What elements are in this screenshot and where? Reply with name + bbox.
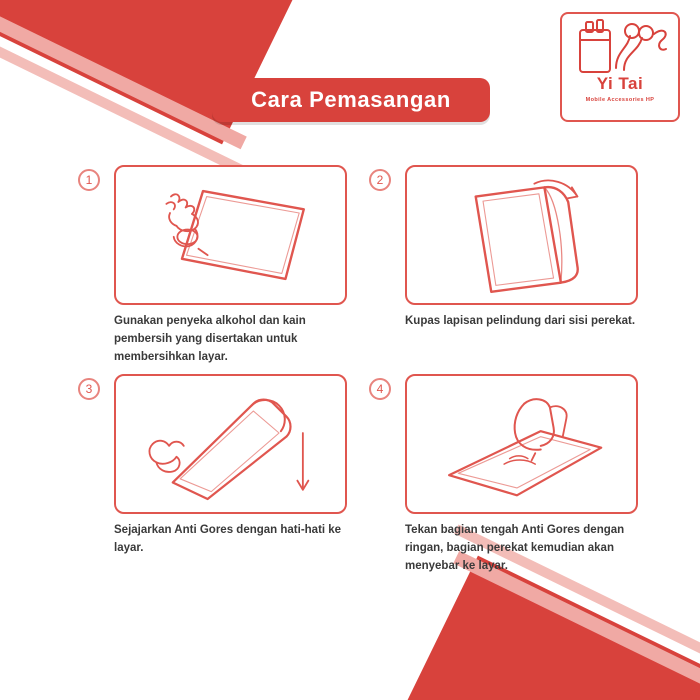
step-2-caption: Kupas lapisan pelindung dari sisi perekat. — [405, 315, 636, 327]
step-4-illustration-frame — [405, 374, 638, 514]
page-title: Cara Pemasangan — [251, 87, 451, 112]
step-1 — [78, 165, 347, 366]
phone-with-accessories-icon — [566, 18, 674, 74]
step-3 — [78, 374, 347, 575]
step-1-caption: Gunakan penyeka alkohol dan kain pembersih yang disertakan untuk membersihkan layar. — [114, 315, 306, 363]
step-3-number: 3 — [78, 378, 100, 400]
step-4-number: 4 — [369, 378, 391, 400]
step-4-caption: Tekan bagian tengah Anti Gores dengan ringan, bagian perekat kemudian akan menyebar ke layar. — [405, 524, 625, 573]
brand-name: Yi Tai — [596, 74, 644, 93]
page-title-bar — [212, 78, 490, 122]
brand-logo — [560, 12, 680, 122]
step-2 — [369, 165, 638, 366]
step-1-illustration-frame — [114, 165, 347, 305]
steps-grid — [78, 165, 638, 576]
peeling-protective-film-icon — [407, 167, 636, 303]
hand-wiping-phone-screen-icon — [116, 167, 345, 303]
pressing-center-of-protector-icon — [407, 376, 636, 512]
step-1-number: 1 — [78, 169, 100, 191]
step-3-caption: Sejajarkan Anti Gores dengan hati-hati ke layar. — [114, 524, 342, 555]
step-2-illustration-frame — [405, 165, 638, 305]
step-3-illustration-frame — [114, 374, 347, 514]
aligning-screen-protector-icon — [116, 376, 345, 512]
brand-tagline: Mobile Accessories HP — [585, 97, 655, 103]
step-2-number: 2 — [369, 169, 391, 191]
step-4 — [369, 374, 638, 575]
